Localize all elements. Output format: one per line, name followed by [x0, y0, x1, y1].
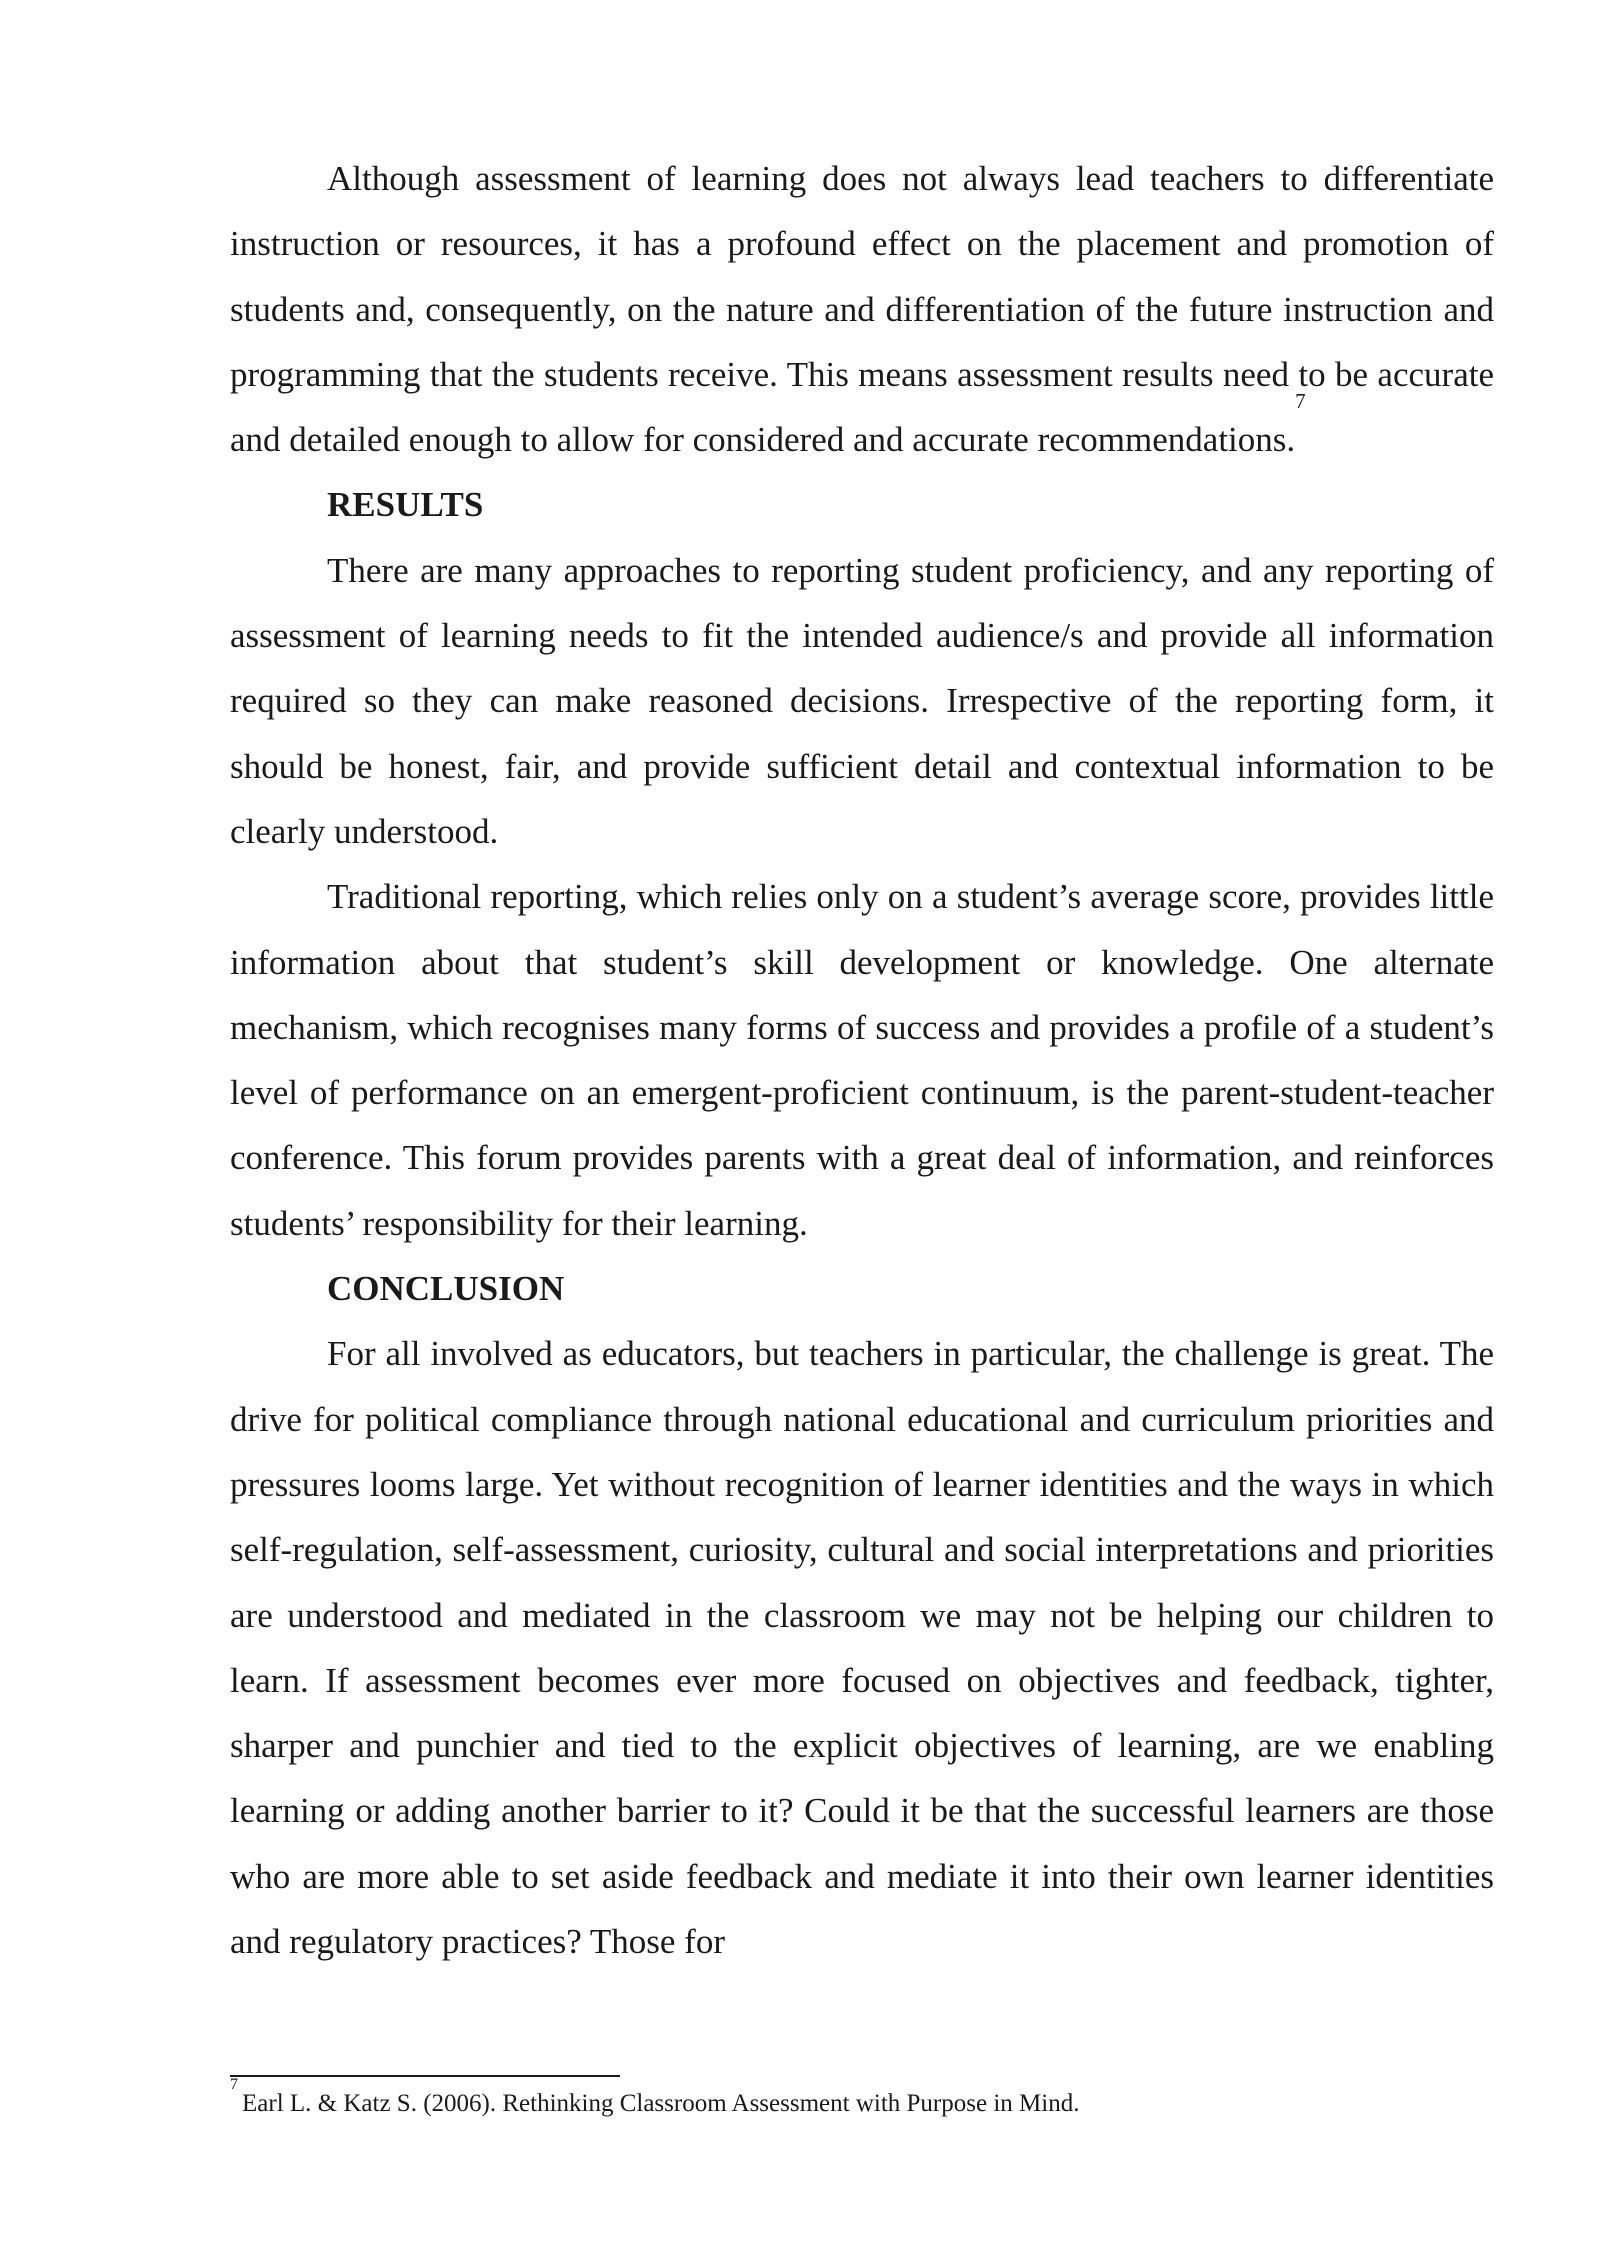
footnote-reference: 7 — [1295, 389, 1306, 414]
paragraph-assessment-of-learning — [230, 146, 1494, 472]
results-heading: RESULTS — [327, 485, 484, 525]
footnote-number: 7 — [230, 2076, 238, 2093]
main-text — [230, 146, 1494, 1974]
footnote-text: Earl L. & Katz S. (2006). Rethinking Classroom Assessment with Purpose in Mind. — [242, 2090, 1080, 2117]
paragraph-traditional-reporting: Traditional reporting, which relies only on a student’s average score, provides little information about that student’s skill development or knowledge. One alternate mechanism, which recognises many forms of success and provides a profile of a student’s level of performance on an emergent-proficient continuum, is the parent-student-teacher conference. This forum provides parents with a great deal of information, and reinforces students’ responsibility for their learning. — [230, 877, 1494, 1243]
footnote — [230, 2076, 1494, 2120]
footnote-separator — [230, 2075, 620, 2077]
paragraph-conclusion: For all involved as educators, but teachers in particular, the challenge is great. The drive for political compliance through national educational and curriculum priorities and pressures looms large. Yet without recognition of learner identities and the ways in which self-regulation, self-assessment, curiosity, cultural and social interpretations and priorities are understood and mediated in the classroom we may not be helping our children to learn. If assessment becomes ever more focused on objectives and feedback, tighter, sharper and punchier and tied to the explicit objectives of learning, are we enabling learning or adding another barrier to it? Could it be that the successful learners are those who are more able to set aside feedback and mediate it into their own learner identities and regulatory practices? Those for — [230, 1334, 1494, 1962]
conclusion-heading: CONCLUSION — [327, 1269, 565, 1309]
paragraph-text: Although assessment of learning does not always lead teachers to differentiate instruction or resources, it has a profound effect on the placement and promotion of students and, consequently, on the nature and differentiation of the future instruction and programming that the students receive. This means assessment results need to be accurate and detailed enough to allow for considered and accurate recommendations. — [230, 159, 1494, 460]
paragraph-reporting-proficiency: There are many approaches to reporting student proficiency, and any reporting of assessment of learning needs to fit the intended audience/s and provide all information required so they can make reasoned decisions. Irrespective of the reporting form, it should be honest, fair, and provide sufficient detail and contextual information to be clearly understood. — [230, 550, 1494, 851]
